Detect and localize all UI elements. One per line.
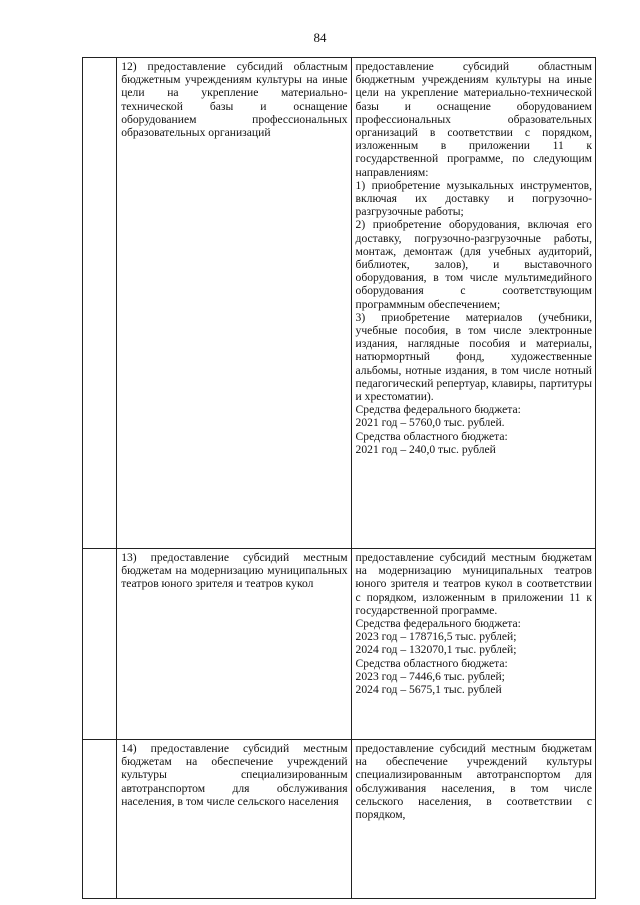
measure-description: предоставление субсидий местным бюджетам на модернизацию муниципальных театров юного зрителя и театров кукол в соответствии с порядком, изложенным в приложении 11 к государственной программе. — [355, 551, 592, 617]
funding-line: Средства федерального бюджета: — [355, 403, 521, 417]
funding-line: Средства федерального бюджета: — [355, 617, 521, 631]
page-number: 84 — [313, 30, 327, 45]
table-row — [83, 58, 596, 549]
measure-description-cell — [351, 58, 595, 549]
funding-line: 2024 год – 132070,1 тыс. рублей; — [355, 643, 517, 657]
direction-item: 3) приобретение материалов (учебники, учебные пособия, в том числе электронные издания, наглядные пособия и материалы, натюрмортный фонд, художественные альбомы, нотные издания, в том числе нотный педагогический репертуар, клавиры, партитуры и хрестоматии). — [355, 310, 592, 404]
measure-description-cell — [351, 740, 595, 899]
funding-line: Средства областного бюджета: — [355, 656, 508, 670]
row-number-cell — [83, 740, 117, 899]
measure-description: предоставление субсидий местным бюджетам на обеспечение учреждений культуры специализированным автотранспортом для обслуживания населения, в том числе сельского населения, в соответствии с порядком, — [355, 742, 592, 822]
direction-item: 1) приобретение музыкальных инструментов, включая их доставку и погрузочно-разгрузочные работы; — [355, 178, 592, 219]
funding-line: 2021 год – 5760,0 тыс. рублей. — [355, 416, 505, 430]
measure-description: предоставление субсидий областным бюджетным учреждениям культуры на иные цели на укрепление материально-технической базы и оснащение оборудованием профессиональных образовательных организаций в соответствии с порядком, изложенным в приложении 11 к государственной программе, по следующим направлениям: — [355, 60, 592, 179]
funding-line: 2023 год – 178716,5 тыс. рублей; — [355, 630, 517, 644]
row-number-cell — [83, 549, 117, 740]
direction-item: 2) приобретение оборудования, включая его доставку, погрузочно-разгрузочные работы, монтаж, демонтаж (для учебных аудиторий, библиотек, залов), и выставочного оборудования, в том числе мультимедийного оборудования с соответствующим программным обеспечением; — [355, 218, 592, 311]
funding-line: 2024 год – 5675,1 тыс. рублей — [355, 683, 502, 697]
table-row — [83, 740, 596, 899]
measure-name: 13) предоставление субсидий местным бюджетам на модернизацию муниципальных театров юного зрителя и театров кукол — [117, 549, 351, 740]
measures-table — [82, 57, 596, 899]
measure-name: 12) предоставление субсидий областным бюджетным учреждениям культуры на иные цели на укрепление материально-технической базы и оснащение оборудованием профессиональных образовательных организаций — [117, 58, 351, 549]
funding-line: 2021 год – 240,0 тыс. рублей — [355, 442, 496, 456]
measure-description-cell — [351, 549, 595, 740]
measure-name: 14) предоставление субсидий местным бюджетам на обеспечение учреждений культуры специализированным автотранспортом для обслуживания населения, в том числе сельского населения — [117, 740, 351, 899]
table-row — [83, 549, 596, 740]
funding-line: 2023 год – 7446,6 тыс. рублей; — [355, 669, 505, 683]
funding-line: Средства областного бюджета: — [355, 429, 508, 443]
row-number-cell — [83, 58, 117, 549]
